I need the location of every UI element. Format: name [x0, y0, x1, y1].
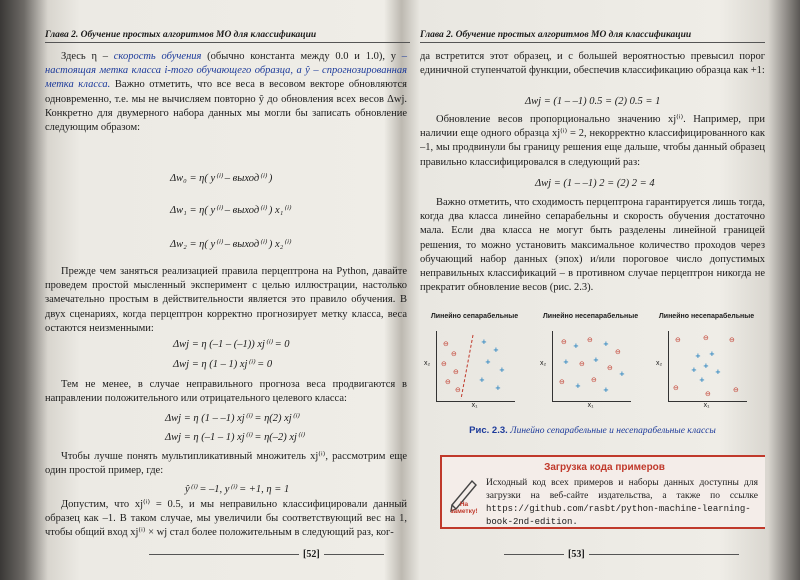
plot-axes — [668, 331, 747, 402]
neg-marker: ⊖ — [579, 360, 585, 368]
note-icon-label: На заметку! — [450, 501, 478, 515]
neg-marker: ⊖ — [673, 384, 679, 392]
pos-marker: + — [481, 338, 487, 346]
left-paragraph-4: Чтобы лучше понять мультипликативный множитель xj⁽ⁱ⁾, рассмотрим еще один простой пример, где: — [45, 451, 407, 477]
note-body: Исходный код всех примеров и наборы данных доступны для загрузки на веб-сайте издательства, а также по ссылке https://github.com/rasbt/python-machine-learning-book-2nd-edition. — [486, 478, 758, 527]
pos-marker: + — [703, 362, 709, 370]
neg-marker: ⊖ — [607, 364, 613, 372]
learning-rate-term: скорость обучения — [113, 51, 202, 62]
pos-marker: + — [691, 366, 697, 374]
equation-dw1: Δw₁ = η( y⁽ⁱ⁾ – выход⁽ⁱ⁾ ) x₁⁽ⁱ⁾ — [170, 205, 291, 216]
pos-marker: + — [695, 352, 701, 360]
pos-marker: + — [593, 356, 599, 364]
neg-marker: ⊖ — [729, 336, 735, 344]
left-running-head: Глава 2. Обучение простых алгоритмов МО для классификации — [45, 30, 410, 43]
neg-marker: ⊖ — [453, 368, 459, 376]
right-paragraph-1: да встретится этот образец, и с большей вероятностью превысил порог единичной ступенчатой функции, обеспечив классификацию образца как +1: — [420, 51, 765, 77]
neg-marker: ⊖ — [445, 378, 451, 386]
x-axis-label: x₁ — [587, 402, 594, 409]
plot-title: Линейно несепарабельные — [658, 313, 755, 320]
neg-marker: ⊖ — [441, 360, 447, 368]
equation-example: ŷ⁽ⁱ⁾ = –1, y⁽ⁱ⁾ = +1, η = 1 — [185, 484, 290, 495]
pos-marker: + — [573, 342, 579, 350]
pos-marker: + — [715, 368, 721, 376]
left-paragraph-3: Тем не менее, в случае неправильного прогноза веса продвигаются в направлении положительного или отрицательного целевого класса: — [45, 379, 407, 405]
pos-marker: + — [479, 376, 485, 384]
pos-marker: + — [603, 386, 609, 394]
neg-marker: ⊖ — [733, 386, 739, 394]
note-title: Загрузка кода примеров — [544, 462, 665, 473]
pos-marker: + — [603, 340, 609, 348]
equation-wrong-pos: Δwj = η (1 – –1) xj⁽ⁱ⁾ = η(2) xj⁽ⁱ⁾ — [165, 413, 299, 424]
plot-separable — [422, 313, 527, 423]
right-page-number: [53] — [500, 549, 743, 560]
pos-marker: + — [499, 366, 505, 374]
right-page — [420, 0, 765, 580]
pos-marker: + — [575, 382, 581, 390]
y-axis-label: x₂ — [656, 360, 663, 367]
y-axis-label: x₂ — [540, 360, 547, 367]
plot-title: Линейно сепарабельные — [430, 313, 519, 320]
left-paragraph-5: Допустим, что xj⁽ⁱ⁾ = 0.5, и мы неправильно классифицировали данный образец как –1. В таком случае, мы увеличили бы соответствующий вес на 1, чтобы общий вход xj⁽ⁱ⁾ × wj стал более положительным в следующий раз, ког- — [45, 499, 407, 539]
plot-axes — [436, 331, 515, 402]
x-axis-label: x₁ — [703, 402, 710, 409]
neg-marker: ⊖ — [675, 336, 681, 344]
equation-update-2: Δwj = (1 – –1) 2 = (2) 2 = 4 — [535, 178, 655, 189]
neg-marker: ⊖ — [705, 390, 711, 398]
left-paragraph-1: Здесь η – скорость обучения (обычно константа между 0.0 и 1.0), y – настоящая метка класса i-того обучающего образца, а ŷ – спрогнозированная метка класса. Важно отметить, что все веса в весовом векторе обновляются одновременно, т.е. мы не вычисляем повторно ŷ до обновления всех весов Δwj. Конкретно для двумерного набора данных мы могли бы записать обновление следующим образом: — [45, 51, 407, 134]
plot-nonseparable-1 — [538, 313, 643, 423]
left-page-number: [52] — [145, 549, 388, 560]
right-paragraph-3: Важно отметить, что сходимость перцептрона гарантируется лишь тогда, когда два класса линейно сепарабельны и скорость обучения достаточно мала. Если два класса не могут быть разделены линейной границей решения, то можно установить максимальное количество проходов через обучающий набор данных (эпох) и/или пороговое число допустимых неправильных классификаций – в противном случае перцептрон никогда не прекратит обновление весов (рис. 2.3). — [420, 197, 765, 294]
equation-wrong-neg: Δwj = η (–1 – 1) xj⁽ⁱ⁾ = η(–2) xj⁽ⁱ⁾ — [165, 432, 305, 443]
figure-caption: Рис. 2.3. Линейно сепарабельные и несепарабельные классы — [469, 425, 716, 436]
equation-correct-pos: Δwj = η (1 – 1) xj⁽ⁱ⁾ = 0 — [173, 359, 273, 370]
equation-dw2: Δw₂ = η( y⁽ⁱ⁾ – выход⁽ⁱ⁾ ) x₂⁽ⁱ⁾ — [170, 239, 291, 250]
pos-marker: + — [495, 384, 501, 392]
left-paragraph-2: Прежде чем заняться реализацией правила перцептрона на Python, давайте проведем простой мысленный эксперимент с целью иллюстрации, настолько замечательно простым в действительности является это правило обучения. В двух сценариях, когда перцептрон корректно прогнозирует метку класса, веса остаются неизменными: — [45, 266, 407, 334]
pos-marker: + — [485, 358, 491, 366]
neg-marker: ⊖ — [703, 334, 709, 342]
pos-marker: + — [493, 346, 499, 354]
pos-marker: + — [709, 350, 715, 358]
equation-correct-neg: Δwj = η (–1 – (–1)) xj⁽ⁱ⁾ = 0 — [173, 339, 290, 350]
equation-update-1: Δwj = (1 – –1) 0.5 = (2) 0.5 = 1 — [525, 96, 661, 107]
neg-marker: ⊖ — [451, 350, 457, 358]
x-axis-label: x₁ — [471, 402, 478, 409]
neg-marker: ⊖ — [443, 340, 449, 348]
neg-marker: ⊖ — [561, 338, 567, 346]
neg-marker: ⊖ — [591, 376, 597, 384]
plot-axes — [552, 331, 631, 402]
pos-marker: + — [563, 358, 569, 366]
y-axis-label: x₂ — [424, 360, 431, 367]
right-paragraph-2: Обновление весов пропорционально значению xj⁽ⁱ⁾. Например, при наличии еще одного образца xj⁽ⁱ⁾ = 2, некорректно классифицированного как –1, мы продвинули бы границу решения еще дальше, чтобы данный образец правильно классифицировался в следующий раз: — [420, 114, 765, 168]
plot-title: Линейно несепарабельные — [542, 313, 639, 320]
pos-marker: + — [699, 376, 705, 384]
pos-marker: + — [619, 370, 625, 378]
neg-marker: ⊖ — [615, 348, 621, 356]
right-running-head: Глава 2. Обучение простых алгоритмов МО для классификации — [420, 30, 765, 43]
neg-marker: ⊖ — [559, 378, 565, 386]
figure-2-3 — [420, 313, 765, 433]
github-link[interactable]: https://github.com/rasbt/python-machine-learning-book-2nd-edition. — [486, 504, 751, 527]
equation-dw0: Δw₀ = η( y⁽ⁱ⁾ – выход⁽ⁱ⁾ ) — [170, 173, 273, 184]
neg-marker: ⊖ — [587, 336, 593, 344]
neg-marker: ⊖ — [455, 386, 461, 394]
plot-nonseparable-2 — [654, 313, 759, 423]
code-download-note — [440, 455, 765, 529]
left-page — [45, 0, 410, 580]
